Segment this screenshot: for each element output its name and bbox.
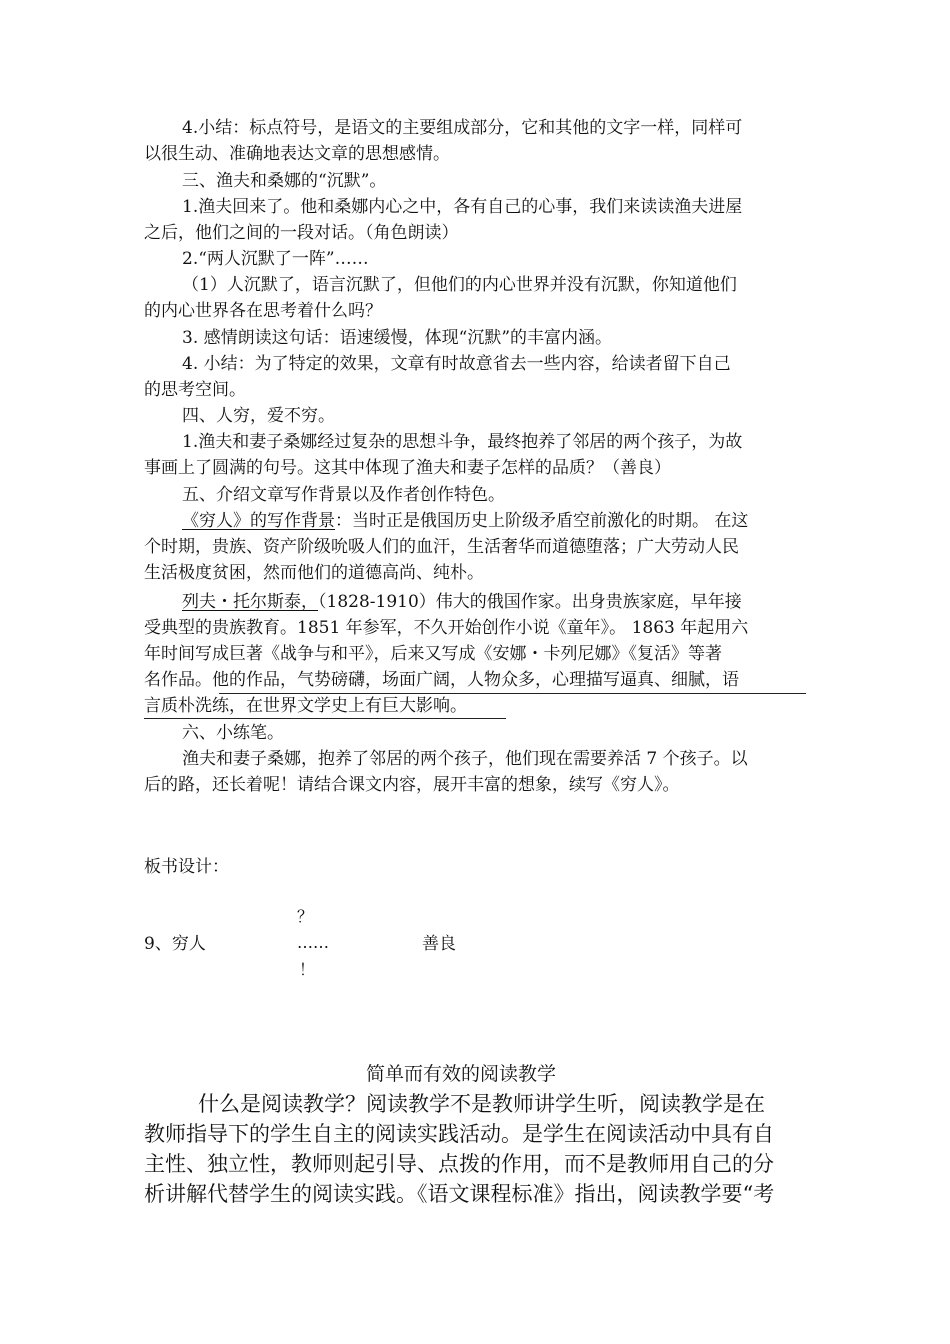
essay-line-3: 主性、独立性，教师则起引导、点拨的作用，而不是教师用自己的分 xyxy=(144,1152,774,1176)
background-underlined-term: 《穷人》的写作背景 xyxy=(182,511,335,531)
underline-rule-1 xyxy=(219,693,806,694)
board-quality: 善良 xyxy=(422,934,456,954)
paragraph-writing-line-2: 后的路，还长着呢！请结合课文内容，展开丰富的想象，续写《穷人》。 xyxy=(144,775,680,795)
author-underlined-name: 列夫・托尔斯泰， xyxy=(182,592,318,612)
paragraph-writing-line-1: 渔夫和妻子桑娜，抱养了邻居的两个孩子，他们现在需要养活 7 个孩子。以 xyxy=(182,749,748,769)
paragraph-inner-world-line-1: （1）人沉默了，语言沉默了，但他们的内心世界并没有沉默，你知道他们 xyxy=(182,275,737,295)
essay-line-1: 什么是阅读教学？阅读教学不是教师讲学生听，阅读教学是在 xyxy=(198,1092,765,1116)
section-heading-5: 五、介绍文章写作背景以及作者创作特色。 xyxy=(182,485,505,505)
paragraph-author-line-2: 受典型的贵族教育。1851 年参军，不久开始创作小说《童年》。 1863 年起用六 xyxy=(144,618,749,638)
paragraph-fisherman-line-2: 之后，他们之间的一段对话。（角色朗读） xyxy=(144,223,459,243)
board-ellipsis: …… xyxy=(297,933,329,952)
paragraph-background-line-1 xyxy=(182,510,748,532)
board-question-mark: ？ xyxy=(297,907,314,926)
summary-line-1: 4.小结：标点符号，是语文的主要组成部分，它和其他的文字一样，同样可 xyxy=(182,118,743,138)
paragraph-author-line-4 xyxy=(144,669,739,691)
paragraph-quality-line-2: 事画上了圆满的句号。这其中体现了渔夫和妻子怎样的品质？（善良） xyxy=(144,458,671,478)
paragraph-author-line-5: 言质朴洗练，在世界文学史上有巨大影响。 xyxy=(144,696,467,716)
paragraph-author-line-1 xyxy=(182,591,742,613)
author-line-1-rest: （1828-1910）伟大的俄国作家。出身贵族家庭，早年接 xyxy=(318,592,742,612)
board-exclamation: ！ xyxy=(299,960,316,979)
background-line-1-rest: ：当时正是俄国历史上阶级矛盾空前激化的时期。 在这 xyxy=(335,511,749,531)
paragraph-fisherman-line-1: 1.渔夫回来了。他和桑娜内心之中，各有自己的心事，我们来读读渔夫进屋 xyxy=(182,197,743,217)
paragraph-background-line-3: 生活极度贫困，然而他们的道德高尚、纯朴。 xyxy=(144,563,484,583)
paragraph-author-line-3: 年时间写成巨著《战争与和平》，后来又写成《安娜・卡列尼娜》《复活》等著 xyxy=(144,644,722,664)
paragraph-summary-4-line-2: 的思考空间。 xyxy=(144,380,246,400)
section-heading-6: 六、小练笔。 xyxy=(182,723,284,743)
paragraph-reading-aloud: 3. 感情朗读这句话：语速缓慢，体现“沉默”的丰富内涵。 xyxy=(182,328,613,348)
author-highlight-part-1: 他的作品，气势磅礴，场面广阔，人物众多，心理描写逼真、细腻，语 xyxy=(212,670,739,690)
essay-line-4: 析讲解代替学生的阅读实践。《语文课程标准》指出，阅读教学要“考 xyxy=(144,1182,775,1206)
paragraph-inner-world-line-2: 的内心世界各在思考着什么吗？ xyxy=(144,301,382,321)
underline-rule-2 xyxy=(144,718,506,719)
paragraph-silence: 2.“两人沉默了一阵”…… xyxy=(182,249,369,269)
section-heading-4: 四、人穷，爱不穷。 xyxy=(182,406,335,426)
board-title: 9、穷人 xyxy=(144,934,206,954)
board-design-label: 板书设计： xyxy=(144,857,229,877)
essay-title: 简单而有效的阅读教学 xyxy=(366,1063,557,1085)
essay-line-2: 教师指导下的学生自主的阅读实践活动。是学生在阅读活动中具有自 xyxy=(144,1122,774,1146)
author-line-4-lead: 名作品。 xyxy=(144,670,212,690)
paragraph-quality-line-1: 1.渔夫和妻子桑娜经过复杂的思想斗争，最终抱养了邻居的两个孩子，为故 xyxy=(182,432,743,452)
section-heading-3: 三、渔夫和桑娜的“沉默”。 xyxy=(182,171,387,191)
paragraph-background-line-2: 个时期，贵族、资产阶级吮吸人们的血汗，生活奢华而道德堕落；广大劳动人民 xyxy=(144,537,739,557)
summary-line-2: 以很生动、准确地表达文章的思想感情。 xyxy=(144,144,450,164)
paragraph-summary-4-line-1: 4. 小结：为了特定的效果，文章有时故意省去一些内容，给读者留下自己 xyxy=(182,354,731,374)
